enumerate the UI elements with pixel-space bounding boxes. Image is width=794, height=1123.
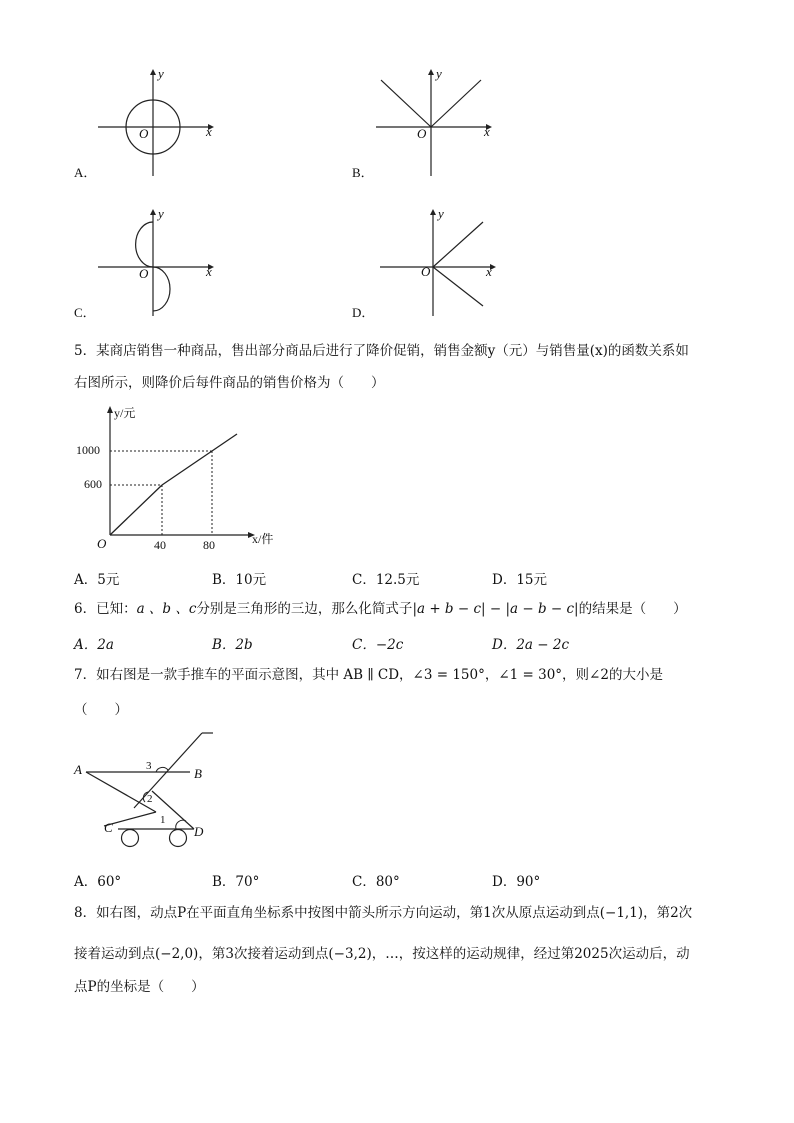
graph-c-x-label: x — [206, 264, 212, 279]
q6-option-d[interactable]: D．2a − 2c — [492, 637, 570, 653]
graph-d-y-label: y — [438, 206, 444, 221]
graph-a-origin: O — [139, 126, 149, 141]
graph-a-y-label: y — [158, 66, 164, 81]
graph-a-x-label: x — [206, 124, 212, 139]
q6-text-post: 的结果是（ ） — [578, 601, 687, 617]
q8-line2: 接着运动到点(−2,0)，第3次接着运动到点(−3,2)，…，按这样的运动规律，经过第2025次运动后，动 — [74, 946, 690, 962]
q5-chart-ytick-600: 600 — [84, 477, 102, 491]
q6-option-a[interactable]: A．2a — [74, 637, 114, 653]
graph-c — [90, 206, 220, 318]
q5-chart-xtick-80: 80 — [203, 538, 215, 552]
graph-c-origin: O — [139, 266, 149, 281]
q5-line1: 5．某商店销售一种商品，售出部分商品后进行了降价促销，销售金额y（元）与销售量(x)的函数关系如 — [74, 343, 689, 359]
q5-option-d[interactable]: D．15元 — [492, 572, 548, 588]
graph-b-y-label: y — [436, 66, 442, 81]
option-a-label: A． — [74, 165, 97, 180]
q7-option-d[interactable]: D．90° — [492, 874, 541, 890]
q7-option-c[interactable]: C．80° — [352, 874, 400, 890]
q5-option-b[interactable]: B．10元 — [212, 572, 267, 588]
option-b-label: B． — [352, 165, 374, 180]
option-d-label: D． — [352, 305, 375, 320]
q6-vars: a 、b 、c — [136, 601, 197, 617]
q7-line1: 7．如右图是一款手推车的平面示意图，其中 AB ∥ CD，∠3 = 150°，∠1 = 30°，则∠2的大小是 — [74, 667, 663, 683]
q7-figure — [70, 728, 230, 854]
graph-d-x-label: x — [486, 264, 492, 279]
graph-d-origin: O — [421, 264, 431, 279]
graph-d — [370, 206, 500, 318]
q7-option-b[interactable]: B．70° — [212, 874, 260, 890]
graph-b — [370, 66, 500, 178]
q8-line1: 8．如右图，动点P在平面直角坐标系中按图中箭头所示方向运动，第1次从原点运动到点(−1,1)，第2次 — [74, 905, 693, 921]
graph-b-origin: O — [417, 126, 427, 141]
q6-text-pre: 6．已知： — [74, 601, 137, 617]
graph-c-y-label: y — [158, 206, 164, 221]
q7-label-c: C — [104, 820, 113, 835]
q7-angle-3: 3 — [146, 760, 152, 772]
q6-expression: |a + b − c| − |a − b − c| — [412, 601, 579, 617]
q6-line — [74, 598, 687, 620]
graph-a — [90, 66, 220, 178]
q7-label-d: D — [194, 824, 204, 839]
graph-b-x-label: x — [484, 124, 490, 139]
q7-angle-1: 1 — [160, 814, 166, 826]
q6-text-mid: 分别是三角形的三边，那么化简式子 — [196, 601, 413, 617]
q6-option-c[interactable]: C．−2c — [352, 637, 404, 653]
q5-chart-ytick-1000: 1000 — [76, 443, 100, 457]
q5-chart-ylabel: y/元 — [114, 406, 136, 420]
q7-line2: （ ） — [74, 702, 128, 718]
q6-option-b[interactable]: B．2b — [212, 637, 253, 653]
q7-label-a: A — [74, 762, 82, 777]
q5-option-a[interactable]: A．5元 — [74, 572, 120, 588]
q8-line3: 点P的坐标是（ ） — [74, 979, 205, 995]
q7-option-a[interactable]: A．60° — [74, 874, 122, 890]
q7-angle-2: 2 — [147, 793, 153, 805]
q5-chart-xlabel: x/件 — [252, 532, 274, 546]
q5-line2: 右图所示，则降价后每件商品的销售价格为（ ） — [74, 375, 385, 391]
q5-option-c[interactable]: C．12.5元 — [352, 572, 420, 588]
q5-chart-xtick-40: 40 — [154, 538, 166, 552]
option-c-label: C． — [74, 305, 96, 320]
q5-chart-origin: O — [97, 536, 107, 551]
q7-label-b: B — [194, 766, 202, 781]
